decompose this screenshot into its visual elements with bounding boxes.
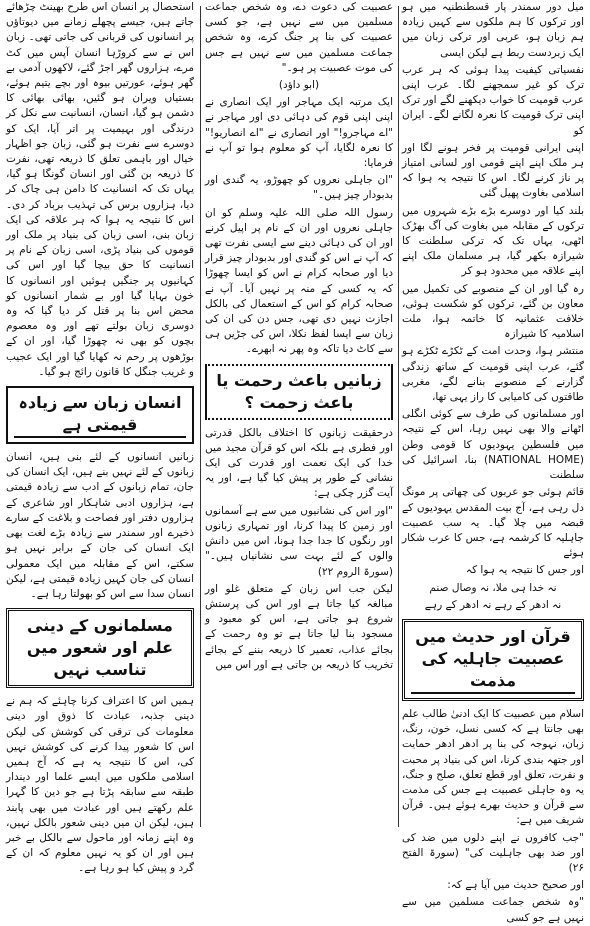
- column-middle: [205, 0, 393, 833]
- paragraph: رسول اللہ صلی اللہ علیہ وسلم کو ان جاہلی نعروں اور ان کے نام پر اپیل کرنے اور ان کی دہائی دینے سے ایسی نفرت تھی کہ آپ نے اس کو گندی اور بدبودار چیز قرار دیا اور صحابہ کرام نے اس کو ایسا چھوڑا کہ یہ کسی کے منہ پر نہیں آیا۔ آپ نے صحابہ کرام کو اس کے استعمال کی بالکل اجازت نہیں دی تھی، جس دن کی ان کی زبان سے ایسا لفظ نکلا، اس کی جڑیں ہی سے کاٹ دیا تاکہ وہ پھر نہ ابھرے۔: [205, 206, 393, 356]
- poem-line: نہ ادھر کے رہے نہ ادھر کے رہے: [424, 598, 562, 611]
- left-column-text-2: [6, 450, 194, 602]
- right-column-text-2: [402, 707, 584, 926]
- paragraph: (ابو داؤد): [278, 79, 320, 92]
- heading-text: قرآن اور حدیث میں عصبیت جاہلیہ کی مذمت: [411, 626, 575, 694]
- column-left: [6, 0, 194, 875]
- heading-text: انسان زبان سے زیادہ قیمتی ہے: [14, 392, 186, 438]
- paragraph: درحقیقت زبانوں کا اختلاف بالکل قدرتی اور فطری ہے بلکہ اس کو قرآن مجید میں خدا کی ایک نعمت اور قدرت کی ایک نشانی کے طور پر پیش کیا گیا ہے، اور یہ آیت گزر چکی ہے:: [205, 426, 393, 500]
- paragraph: "اور اس کی نشانیوں میں سے ہے آسمانوں اور زمین کا پیدا کرنا، اور تمہاری زبانوں اور رنگوں کا جدا جدا ہونا، اس میں دانش والوں کے لئے بہت سی نشانیاں ہیں۔" (سورۃ الروم ۲۲): [205, 504, 393, 578]
- left-column-text-3: [6, 694, 194, 876]
- heading-muslims-knowledge: [6, 608, 194, 688]
- right-column-text: [402, 0, 584, 579]
- paragraph: رہ گیا اور ان کے منصوبے کی تکمیل میں معاون بن گئے، ترکوں کو شکست ہوئی، خلافت عثمانیہ کا خاتمہ ہوا، ملت اسلامیہ کا شیرازہ: [402, 282, 584, 341]
- paragraph: بلند کیا اور دوسرے بڑے بڑے شہروں میں ترکوں کے مقابلہ میں بغاوت کی آگ بھڑک اٹھی، یہاں تک کہ ترکی سلطنت کا شیرازہ بکھر گیا، ہر مسلمان ملک اپنے اپنے علاقہ میں محدود ہو کر: [402, 204, 584, 278]
- paragraph: میل دور سمندر پار قسطنطنیہ میں ہو اور ترکوں کا ہم ملکوں سے کہیں زیادہ ہم زبان ہو، عربی اور ترکی زبان میں ایک زبردست ربط ہے لیکن ایسی: [402, 1, 584, 59]
- poem-line: نہ خدا ہی ملا، نہ وصال صنم: [429, 581, 557, 594]
- column-divider: [200, 6, 201, 827]
- heading-languages-blessing: [205, 364, 393, 420]
- paragraph: قائم ہوئی جو عربوں کی چھاتی پر مونگ دل رہی ہے، آج بیت المقدس یہودیوں کے قبضہ میں چلا گیا۔ یہ سب عصبیت جاہلیہ کا کرشمہ ہے، جس کا عرب شکار ہوئے: [402, 486, 584, 560]
- paragraph: اور جس کا نتیجہ یہ ہوا کہ: [465, 564, 584, 577]
- column-divider: [398, 6, 399, 827]
- paragraph: اپنی ایرانی قومیت پر فخر ہونے لگا اور ہر ملک اپنے اپنے قومی اور لسانی امتیاز پر ناز کرنے لگا۔ اس کا نتیجہ یہ ہوا کہ اسلامی بغاوت پھیل گئی: [402, 141, 584, 200]
- heading-human-more-valuable: [6, 386, 194, 444]
- heading-text: زبانیں باعث رحمت یا باعث زحمت ؟: [216, 370, 382, 412]
- middle-column-text-2: [205, 426, 393, 673]
- paragraph: اسلام میں عصبیت کا ایک ادنیٰ طالب علم بھی جانتا ہے کہ کسی نسل، خون، رنگ، زبان، نہوجہ کی بنا پر ادھر ادھر حمایت اور جتھہ بندی کرنا، اس کی بنیاد پر محبت و نفرت، تعلق اور قطع تعلق، صلح و جنگ، یہ وہ جاہلی عصبیت ہے جس کی مذمت سے قرآن و حدیث بھرے ہوئے ہیں۔ قرآن شریف میں ہے:: [402, 707, 584, 827]
- paragraph: منتشر ہوا، وحدت امت کے ٹکڑے ٹکڑے ہو گئے، عرب اپنی قومیت کے ساتھ زندگی گزارنے کے منصوبے بنانے لگے، مغربی طاقتوں کی کامیابی کا راز یہی تھا،: [402, 345, 584, 404]
- paragraph: "وہ شخص جماعت مسلمین میں سے نہیں ہے جو کسی: [402, 896, 584, 924]
- heading-quran-hadith: [402, 619, 584, 701]
- middle-column-text: [205, 0, 393, 358]
- paragraph: نفسیاتی کیفیت پیدا ہوئی کہ ہر عرب ترک کو غیر سمجھنے لگا۔ عرب اپنی عرب قومیت کا خواب دیکھنے لگے اور ترک اپنی ترک قومیت کا نعرہ لگانے لگے۔ ایران کو: [402, 63, 584, 137]
- paragraph: لیکن جب اس زبان کے متعلق غلو اور مبالغہ کیا جاتا ہے اور اس کی پرستش شروع ہو جاتی ہے، اس کو معبود و مسجود بنا لیا جاتا ہے تو وہ رحمت کے بجائے عذاب، تعمیر کا ذریعہ بننے کے بجائے تخریب کا ذریعہ بن جاتی ہے اور اس میں: [205, 582, 393, 671]
- paragraph: عصبیت کی دعوت دے، وہ شخص جماعت مسلمین میں سے نہیں ہے، جو کسی عصبیت کی بنا پر جنگ کرے، وہ شخص جماعت مسلمین میں سے نہیں ہے جس کی موت عصبیت پر ہو۔": [205, 1, 393, 74]
- paragraph: استحصال پر انسان اس طرح بھینٹ چڑھائے جاتے ہیں، جیسے پچھلے زمانے میں دیوتاؤں پر انسانوں کی قربانی کی جاتی تھی۔ زبان اس نے سے کروڑہا انسان آپس میں کٹ مرے، ہزاروں گھر اجڑ گئے، لاکھوں آدمی بے گھر ہوئے، عورتیں بیوہ اور بچے یتیم ہوئے، بستیاں ویران ہو گئیں، بھائی بھائی کا دشمن ہو گیا، انسان، انسانیت سے نکل کر درندگی اور بہیمیت پر اتر آیا، ایک کو دوسرے سے نفرت ہو گئی، زبان جو اظہار خیال اور باہمی تعلق کا ذریعہ تھی، نفرت کا ذریعہ بن گئی اور انسان گونگا ہو گیا، یہاں تک کہ انسانیت کا دامن ہی چاک کر دیا، ہزاروں برس کی تہذیب برباد کر دی۔ اس کا نتیجہ یہ ہوا کہ ہر علاقہ کی ایک زبان بنی، اسی زبان کی بنیاد پر ملک اور قوموں کی بنیاد پڑی، اسی زبان کے نام پر انسانیت کا حق بیچا گیا اور اس کی کہانیوں پر جنگیں ہوئیں اور انسانوں کا خون بہایا گیا اور بے شمار انسانوں کو محض اس بنا پر قتل کر دیا گیا کہ وہ دوسری زبان بولتے تھے اور وہ معصوم بچوں کو بھی نہ چھوڑا گیا، اور ان کے بوڑھوں پر رحم نہ کھایا گیا اور ایک عجیب و غریب جنگل کا قانون رائج ہو گیا۔: [6, 1, 194, 378]
- paragraph: "ان جاہلی نعروں کو چھوڑو، یہ گندی اور بدبودار چیز ہیں۔": [205, 174, 393, 202]
- paragraph: "جب کافروں نے اپنے دلوں میں ضد کی اور ضد بھی جاہلیت کی" (سورۃ الفتح ۲۶): [402, 831, 584, 874]
- column-right: [402, 0, 584, 924]
- paragraph: زبانیں انسانوں کے لئے بنی ہیں، انسان زبانوں کے لئے نہیں بنے ہیں، ایک انسان کی جان، تمام زبانوں کے ادب سے زیادہ قیمتی ہے، ہزاروں ادبی شاہکار اور شاعری کے ہزاروں دفتر اور فصاحت و بلاغت کے سارے ذخیرے اور سمندر سے زیادہ بڑے لغت بھی ایک انسان کی جان کے برابر نہیں ہو سکتے، اس کے مقابلہ میں ایک معمولی انسان کی جان کہیں زیادہ قیمتی ہے، لیکن انسان سدا سے اس کو بھولتا رہا ہے۔: [6, 451, 194, 600]
- paragraph: اور صحیح حدیث میں آیا ہے کہ:: [447, 879, 584, 892]
- paragraph: ہمیں اس کا اعتراف کرنا چاہئے کہ ہم نے دینی جذبہ، عبادت کا ذوق اور دینی معلومات کی ترقی کی کوشش کی لیکن اس کا شعور پیدا کرنے کی کوشش نہیں کی، اس کا نتیجہ یہ ہے کہ آج ہمیں اسلامی ملکوں میں ایسے علما اور دیندار طبقہ سے سابقہ پڑتا ہے جو دین کا گہرا علم رکھتے ہیں اور عبادت میں بھی پابند ہیں، لیکن ان میں دینی شعور بالکل نہیں، وہ اپنے زمانہ اور ماحول سے بالکل بے خبر ہیں اور ان کو یہ نہیں معلوم کہ ان کے گرد و پیش کیا ہو رہا ہے۔: [6, 695, 194, 875]
- heading-text: مسلمانوں کے دینی علم اور شعور میں تناسب نہیں: [26, 616, 174, 680]
- paragraph: ایک مرتبہ ایک مہاجر اور ایک انصاری نے اپنی اپنی قوم کی دہائی دی اور مہاجر نے "اے مہاجرو!" اور انصاری نے "اے انصاریو!" کا نعرہ لگایا، آپ کو معلوم ہوا تو آپ نے فرمایا:: [205, 96, 393, 170]
- left-column-text: [6, 0, 194, 380]
- paragraph: اور مسلمانوں کی طرف سے کوئی انگلی اٹھانے والا بھی نہیں رہا، اس کے نتیجہ میں فلسطین یہودیوں کا قومی وطن (NATIONAL HOME) بنا، اسرائیل کی سلطنت: [402, 408, 584, 482]
- poem-couplet: [402, 581, 584, 613]
